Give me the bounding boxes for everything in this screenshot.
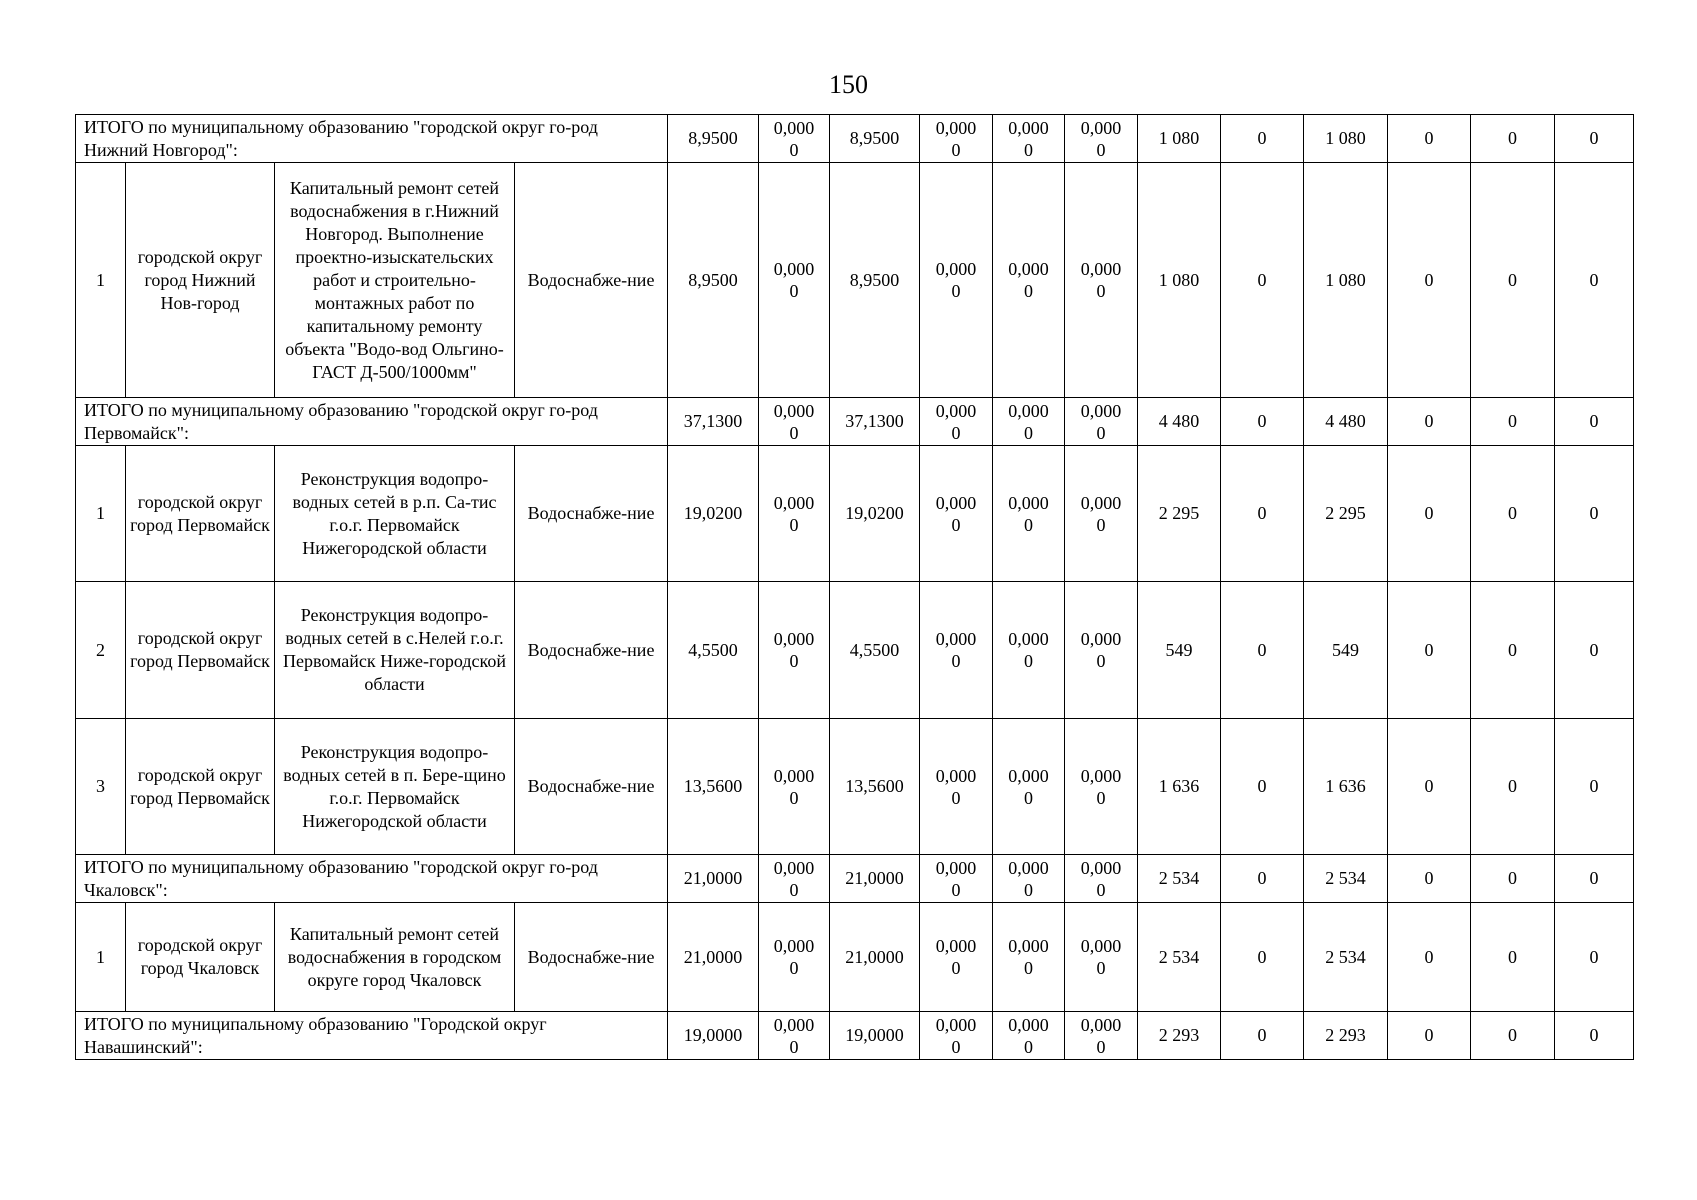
table-row: [76, 719, 1634, 855]
value-cell: 0: [1221, 903, 1304, 1012]
value-cell: 0: [1471, 1012, 1555, 1060]
value-cell: 0,000 0: [1065, 446, 1138, 582]
value-cell: 1 080: [1138, 115, 1221, 163]
value-cell: 21,0000: [830, 903, 920, 1012]
value-cell: 0: [1221, 855, 1304, 903]
value-cell: 0: [1221, 163, 1304, 398]
municipality-cell: городской округ город Первомайск: [126, 719, 275, 855]
value-cell: 0,000 0: [1065, 855, 1138, 903]
value-cell: 37,1300: [668, 398, 759, 446]
value-cell: 0: [1555, 398, 1634, 446]
total-label-cell: ИТОГО по муниципальному образованию "городской округ го-род Чкаловск":: [76, 855, 668, 903]
value-cell: 0: [1471, 163, 1555, 398]
value-cell: 0: [1471, 446, 1555, 582]
value-cell: 0,000 0: [993, 398, 1065, 446]
row-number-cell: 1: [76, 446, 126, 582]
value-cell: 0,000 0: [920, 719, 993, 855]
value-cell: 0,000 0: [993, 582, 1065, 719]
value-cell: 0: [1221, 1012, 1304, 1060]
value-cell: 0,000 0: [759, 855, 830, 903]
value-cell: 4,5500: [830, 582, 920, 719]
municipality-cell: городской округ город Чкаловск: [126, 903, 275, 1012]
value-cell: 0: [1388, 903, 1471, 1012]
value-cell: 8,9500: [830, 115, 920, 163]
value-cell: 8,9500: [668, 163, 759, 398]
value-cell: 0,000 0: [759, 719, 830, 855]
total-row: [76, 855, 1634, 903]
value-cell: 13,5600: [830, 719, 920, 855]
row-number-cell: 3: [76, 719, 126, 855]
object-name-cell: Капитальный ремонт сетей водоснабжения в г.Нижний Новгород. Выполнение проектно-изыскательских работ и строительно-монтажных работ по капитальному ремонту объекта "Водо-вод Ольгино-ГАСТ Д-500/1000мм": [275, 163, 515, 398]
value-cell: 19,0000: [668, 1012, 759, 1060]
row-number-cell: 1: [76, 163, 126, 398]
object-name-cell: Реконструкция водопро-водных сетей в п. Бере-щино г.о.г. Первомайск Нижегородской области: [275, 719, 515, 855]
total-row: [76, 1012, 1634, 1060]
total-row: [76, 398, 1634, 446]
value-cell: 549: [1138, 582, 1221, 719]
value-cell: 8,9500: [830, 163, 920, 398]
value-cell: 0: [1471, 115, 1555, 163]
table-row: [76, 446, 1634, 582]
value-cell: 0: [1555, 855, 1634, 903]
value-cell: 0: [1388, 163, 1471, 398]
value-cell: 0: [1471, 855, 1555, 903]
row-number-cell: 2: [76, 582, 126, 719]
value-cell: 1 080: [1304, 115, 1388, 163]
value-cell: 0,000 0: [759, 903, 830, 1012]
value-cell: 4 480: [1138, 398, 1221, 446]
value-cell: 0,000 0: [759, 398, 830, 446]
value-cell: 0,000 0: [1065, 398, 1138, 446]
value-cell: 0,000 0: [920, 446, 993, 582]
value-cell: 0,000 0: [759, 163, 830, 398]
value-cell: 19,0200: [668, 446, 759, 582]
value-cell: 0,000 0: [920, 1012, 993, 1060]
value-cell: 0,000 0: [1065, 1012, 1138, 1060]
value-cell: 0,000 0: [1065, 719, 1138, 855]
value-cell: 0,000 0: [920, 398, 993, 446]
value-cell: 0,000 0: [1065, 163, 1138, 398]
value-cell: 8,9500: [668, 115, 759, 163]
value-cell: 0,000 0: [920, 582, 993, 719]
category-cell: Водоснабже-ние: [515, 446, 668, 582]
value-cell: 0: [1555, 163, 1634, 398]
municipality-cell: городской округ город Первомайск: [126, 446, 275, 582]
value-cell: 4 480: [1304, 398, 1388, 446]
value-cell: 0,000 0: [1065, 582, 1138, 719]
value-cell: 0: [1388, 446, 1471, 582]
category-cell: Водоснабже-ние: [515, 719, 668, 855]
value-cell: 0: [1471, 903, 1555, 1012]
value-cell: 0: [1221, 582, 1304, 719]
category-cell: Водоснабже-ние: [515, 582, 668, 719]
value-cell: 1 636: [1138, 719, 1221, 855]
category-cell: Водоснабже-ние: [515, 163, 668, 398]
value-cell: 0,000 0: [993, 163, 1065, 398]
value-cell: 0: [1221, 446, 1304, 582]
value-cell: 37,1300: [830, 398, 920, 446]
value-cell: 0,000 0: [1065, 115, 1138, 163]
value-cell: 19,0000: [830, 1012, 920, 1060]
value-cell: 0,000 0: [993, 115, 1065, 163]
value-cell: 0,000 0: [993, 855, 1065, 903]
value-cell: 0,000 0: [759, 446, 830, 582]
value-cell: 0: [1388, 855, 1471, 903]
value-cell: 2 293: [1304, 1012, 1388, 1060]
value-cell: 2 295: [1138, 446, 1221, 582]
value-cell: 2 534: [1304, 903, 1388, 1012]
value-cell: 4,5500: [668, 582, 759, 719]
value-cell: 0,000 0: [920, 855, 993, 903]
value-cell: 0: [1555, 903, 1634, 1012]
table-row: [76, 163, 1634, 398]
value-cell: 0,000 0: [993, 719, 1065, 855]
value-cell: 19,0200: [830, 446, 920, 582]
value-cell: 0: [1555, 446, 1634, 582]
value-cell: 0: [1555, 582, 1634, 719]
total-label-cell: ИТОГО по муниципальному образованию "Городской округ Навашинский":: [76, 1012, 668, 1060]
total-label-cell: ИТОГО по муниципальному образованию "городской округ го-род Нижний Новгород":: [76, 115, 668, 163]
value-cell: 2 534: [1138, 903, 1221, 1012]
row-number-cell: 1: [76, 903, 126, 1012]
value-cell: 0: [1388, 1012, 1471, 1060]
table-row: [76, 582, 1634, 719]
value-cell: 0: [1555, 1012, 1634, 1060]
category-cell: Водоснабже-ние: [515, 903, 668, 1012]
value-cell: 13,5600: [668, 719, 759, 855]
object-name-cell: Реконструкция водопро-водных сетей в р.п. Са-тис г.о.г. Первомайск Нижегородской области: [275, 446, 515, 582]
value-cell: 0: [1471, 719, 1555, 855]
value-cell: 0,000 0: [759, 1012, 830, 1060]
value-cell: 0: [1221, 115, 1304, 163]
value-cell: 0,000 0: [920, 115, 993, 163]
value-cell: 2 293: [1138, 1012, 1221, 1060]
value-cell: 549: [1304, 582, 1388, 719]
value-cell: 2 534: [1138, 855, 1221, 903]
value-cell: 0: [1388, 115, 1471, 163]
municipality-cell: городской округ город Первомайск: [126, 582, 275, 719]
municipality-cell: городской округ город Нижний Нов-город: [126, 163, 275, 398]
value-cell: 21,0000: [830, 855, 920, 903]
total-label-cell: ИТОГО по муниципальному образованию "городской округ го-род Первомайск":: [76, 398, 668, 446]
value-cell: 0: [1221, 719, 1304, 855]
value-cell: 0: [1388, 719, 1471, 855]
page-number: 150: [829, 70, 868, 99]
value-cell: 1 080: [1138, 163, 1221, 398]
value-cell: 0,000 0: [920, 903, 993, 1012]
value-cell: 0,000 0: [759, 582, 830, 719]
value-cell: 0: [1555, 115, 1634, 163]
table-row: [76, 903, 1634, 1012]
value-cell: 21,0000: [668, 903, 759, 1012]
value-cell: 0,000 0: [920, 163, 993, 398]
value-cell: 1 636: [1304, 719, 1388, 855]
investment-program-table: [75, 114, 1634, 1060]
value-cell: 0: [1471, 582, 1555, 719]
value-cell: 0: [1555, 719, 1634, 855]
object-name-cell: Реконструкция водопро-водных сетей в с.Нелей г.о.г. Первомайск Ниже-городской области: [275, 582, 515, 719]
total-row: [76, 115, 1634, 163]
object-name-cell: Капитальный ремонт сетей водоснабжения в городском округе город Чкаловск: [275, 903, 515, 1012]
value-cell: 0,000 0: [1065, 903, 1138, 1012]
value-cell: 2 295: [1304, 446, 1388, 582]
value-cell: 0: [1471, 398, 1555, 446]
value-cell: 0,000 0: [993, 1012, 1065, 1060]
value-cell: 0: [1388, 582, 1471, 719]
value-cell: 0: [1388, 398, 1471, 446]
value-cell: 0,000 0: [993, 903, 1065, 1012]
value-cell: 0,000 0: [993, 446, 1065, 582]
value-cell: 21,0000: [668, 855, 759, 903]
value-cell: 0: [1221, 398, 1304, 446]
value-cell: 2 534: [1304, 855, 1388, 903]
value-cell: 0,000 0: [759, 115, 830, 163]
value-cell: 1 080: [1304, 163, 1388, 398]
